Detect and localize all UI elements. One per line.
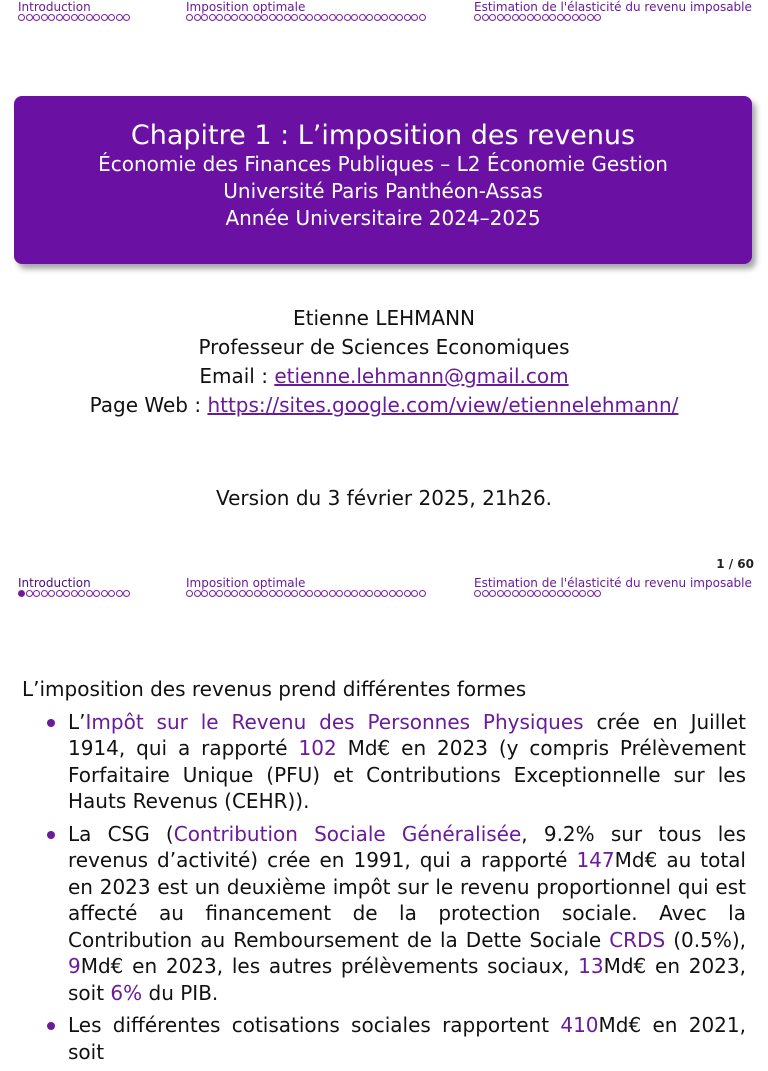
nav-frame-dot[interactable] [186, 14, 193, 21]
highlight-value: 102 [298, 736, 337, 760]
nav-frame-dot[interactable] [239, 14, 246, 21]
nav-frame-dot[interactable] [71, 590, 78, 597]
nav-frame-dot[interactable] [497, 14, 504, 21]
nav-frame-dot[interactable] [269, 14, 276, 21]
highlight-value: 9 [68, 954, 81, 978]
nav-frame-dot[interactable] [411, 14, 418, 21]
nav-frame-dot[interactable] [216, 14, 223, 21]
nav-frame-dot[interactable] [572, 14, 579, 21]
nav-frame-dot[interactable] [314, 590, 321, 597]
nav-frame-dot[interactable] [579, 14, 586, 21]
title-university: Université Paris Panthéon-Assas [223, 179, 543, 203]
nav-frame-dot[interactable] [33, 14, 40, 21]
nav-frame-dot[interactable] [572, 590, 579, 597]
nav-frame-dot[interactable] [41, 14, 48, 21]
text: du PIB. [142, 980, 219, 1005]
highlight-value: 13 [578, 954, 604, 978]
nav-frame-dot[interactable] [56, 590, 63, 597]
nav-frame-dot[interactable] [389, 14, 396, 21]
bullet-irpp [68, 709, 746, 815]
nav-frame-dot[interactable] [564, 590, 571, 597]
nav-frame-dot[interactable] [594, 590, 601, 597]
nav-frame-dot[interactable] [396, 14, 403, 21]
nav-introduction[interactable]: Introduction [18, 0, 91, 14]
nav-frame-dot[interactable] [26, 14, 33, 21]
highlight-value: 410 [560, 1013, 599, 1037]
nav-frame-dot[interactable] [209, 14, 216, 21]
nav-frame-dot[interactable] [474, 14, 481, 21]
nav-frame-dot[interactable] [18, 14, 25, 21]
nav-frame-dot[interactable] [254, 14, 261, 21]
page-number: 1 / 60 [716, 557, 754, 571]
text: Md€ en 2023, soit [68, 954, 746, 1005]
nav-frame-dot[interactable] [504, 14, 511, 21]
text: Md€ au total en 2023 est un deuxième impôt sur le revenu proportionnel qui est affecté au financement de la protection sociale. Avec la Contribution au Remboursement de la Dette Sociale [68, 848, 746, 952]
nav-frame-dot[interactable] [329, 590, 336, 597]
nav-frame-dot[interactable] [33, 590, 40, 597]
text: La CSG ( [68, 821, 174, 846]
nav-frame-dot[interactable] [587, 590, 594, 597]
nav-frame-dot[interactable] [231, 590, 238, 597]
nav-frame-dot[interactable] [336, 14, 343, 21]
highlight-crds: CRDS [609, 927, 666, 952]
text: Les différentes cotisations sociales rapportent [68, 1013, 561, 1037]
title-main: Chapitre 1 : L’imposition des revenus [130, 120, 636, 151]
email-link[interactable]: etienne.lehmann@gmail.com [274, 364, 569, 388]
nav-frame-dot[interactable] [41, 590, 48, 597]
nav-frame-dot[interactable] [224, 14, 231, 21]
nav-imposition-optimale[interactable]: Imposition optimale [186, 576, 306, 590]
nav-frame-dot[interactable] [419, 14, 426, 21]
nav-frame-dot[interactable] [101, 590, 108, 597]
nav-frame-dot[interactable] [194, 14, 201, 21]
author-block [0, 304, 768, 420]
nav-frame-dot[interactable] [108, 590, 115, 597]
nav-frame-dot[interactable] [261, 14, 268, 21]
nav-frame-dot[interactable] [366, 14, 373, 21]
nav-frame-dot[interactable] [63, 14, 70, 21]
nav-frame-dot[interactable] [261, 590, 268, 597]
nav-frame-dot[interactable] [579, 590, 586, 597]
nav-frame-dot[interactable] [344, 14, 351, 21]
nav-frame-dot[interactable] [239, 590, 246, 597]
bullet-cotisations [68, 1012, 746, 1065]
text: crée en Juillet 1914, qui a rapporté [68, 709, 746, 760]
nav-frame-dot[interactable] [489, 14, 496, 21]
nav-frame-dot[interactable] [374, 590, 381, 597]
nav-frame-dot[interactable] [194, 590, 201, 597]
version-date: Version du 3 février 2025, 21h26. [215, 486, 553, 510]
text: Md€ en 2023, les autres prélèvements sociaux, [80, 954, 579, 978]
nav-frame-dot[interactable] [411, 590, 418, 597]
nav-frame-dot[interactable] [116, 590, 123, 597]
title-course: Économie des Finances Publiques – L2 Économie Gestion [98, 152, 668, 176]
text: Md€ en 2021, soit [68, 1013, 746, 1064]
nav-frame-dot[interactable] [542, 590, 549, 597]
nav-frame-dot[interactable] [246, 590, 253, 597]
nav-frame-dot[interactable] [78, 590, 85, 597]
nav-frame-dot[interactable] [374, 14, 381, 21]
nav-frame-dot[interactable] [116, 14, 123, 21]
nav-frame-dot[interactable] [482, 14, 489, 21]
nav-frame-dot[interactable] [359, 590, 366, 597]
author-web-line [0, 391, 768, 420]
nav-frame-dot[interactable] [527, 14, 534, 21]
nav-frame-dot[interactable] [306, 590, 313, 597]
nav-estimation[interactable]: Estimation de l'élasticité du revenu imposable [474, 576, 752, 590]
web-label: Page Web : [89, 393, 208, 417]
intro-text: L’imposition des revenus prend différentes formes [22, 677, 527, 701]
nav-frame-dot[interactable] [336, 590, 343, 597]
title-year: Année Universitaire 2024–2025 [225, 206, 541, 230]
nav-dots-introduction[interactable] [18, 590, 131, 600]
highlight-irpp: Impôt sur le Revenu des Personnes Physiques [85, 709, 584, 734]
nav-dots-imposition[interactable] [186, 590, 426, 600]
nav-frame-dot[interactable] [231, 14, 238, 21]
nav-frame-dot[interactable] [93, 590, 100, 597]
nav-frame-dot[interactable] [291, 14, 298, 21]
title-block [14, 96, 752, 264]
nav-imposition-optimale[interactable]: Imposition optimale [186, 0, 306, 14]
nav-frame-dot[interactable] [389, 590, 396, 597]
nav-frame-dot[interactable] [186, 590, 193, 597]
author-position: Professeur de Sciences Economiques [198, 335, 570, 359]
nav-dots-estimation[interactable] [474, 14, 602, 24]
nav-frame-dot[interactable] [564, 14, 571, 21]
nav-frame-dot[interactable] [276, 590, 283, 597]
nav-frame-dot[interactable] [63, 590, 70, 597]
nav-frame-dot[interactable] [93, 14, 100, 21]
nav-frame-dot[interactable] [404, 14, 411, 21]
nav-frame-dot[interactable] [512, 590, 519, 597]
email-label: Email : [199, 364, 275, 388]
nav-frame-dot[interactable] [284, 14, 291, 21]
nav-frame-dot[interactable] [201, 590, 208, 597]
nav-frame-dot[interactable] [48, 14, 55, 21]
nav-frame-dot[interactable] [246, 14, 253, 21]
nav-frame-dot[interactable] [306, 14, 313, 21]
author-name: Etienne LEHMANN [292, 306, 476, 330]
bullet-csg [68, 821, 746, 1007]
nav-frame-dot[interactable] [56, 14, 63, 21]
nav-frame-dot[interactable] [276, 14, 283, 21]
highlight-value: 6% [110, 980, 143, 1005]
nav-frame-dot[interactable] [482, 590, 489, 597]
nav-frame-dot[interactable] [504, 590, 511, 597]
nav-introduction-active[interactable]: Introduction [18, 576, 91, 590]
bullet-list [22, 709, 746, 1066]
nav-estimation[interactable]: Estimation de l'élasticité du revenu imposable [474, 0, 752, 14]
highlight-csg: Contribution Sociale Généralisée [173, 821, 522, 846]
nav-dots-imposition[interactable] [186, 14, 426, 24]
nav-frame-dot[interactable] [474, 590, 481, 597]
slide1-nav [0, 0, 768, 30]
nav-frame-dot[interactable] [123, 590, 130, 597]
nav-frame-dot[interactable] [497, 590, 504, 597]
nav-frame-dot[interactable] [284, 590, 291, 597]
nav-frame-dot[interactable] [587, 14, 594, 21]
nav-frame-dot[interactable] [86, 14, 93, 21]
nav-frame-dot[interactable] [321, 14, 328, 21]
author-email-line [0, 362, 768, 391]
nav-frame-dot[interactable] [86, 590, 93, 597]
nav-frame-dot[interactable] [101, 14, 108, 21]
nav-frame-dot[interactable] [534, 590, 541, 597]
nav-frame-dot[interactable] [549, 590, 556, 597]
nav-frame-dot[interactable] [254, 590, 261, 597]
nav-frame-dot[interactable] [542, 14, 549, 21]
nav-frame-dot[interactable] [269, 590, 276, 597]
nav-frame-dot[interactable] [314, 14, 321, 21]
nav-frame-dot[interactable] [123, 14, 130, 21]
nav-frame-dot[interactable] [48, 590, 55, 597]
text: Md€ en 2023 (y compris Prélèvement Forfaitaire Unique (PFU) et Contributions Exceptionnelle sur les Hauts Revenus (CEHR)). [68, 736, 746, 813]
nav-dots-estimation[interactable] [474, 590, 602, 600]
nav-frame-dot[interactable] [594, 14, 601, 21]
nav-frame-dot[interactable] [344, 590, 351, 597]
nav-frame-dot[interactable] [71, 14, 78, 21]
nav-frame-dot[interactable] [549, 14, 556, 21]
nav-frame-dot[interactable] [299, 14, 306, 21]
nav-frame-dot[interactable] [216, 590, 223, 597]
nav-frame-dot[interactable] [419, 590, 426, 597]
nav-frame-dot[interactable] [527, 590, 534, 597]
nav-frame-dot[interactable] [381, 14, 388, 21]
nav-frame-dot[interactable] [299, 590, 306, 597]
nav-frame-dot[interactable] [351, 14, 358, 21]
nav-frame-dot[interactable] [519, 590, 526, 597]
nav-frame-dot[interactable] [26, 590, 33, 597]
nav-frame-dot[interactable] [359, 14, 366, 21]
nav-frame-dot[interactable] [78, 14, 85, 21]
nav-frame-dot[interactable] [201, 14, 208, 21]
nav-frame-dot[interactable] [321, 590, 328, 597]
slide2-content [22, 676, 746, 1071]
nav-frame-dot[interactable] [209, 590, 216, 597]
nav-frame-dot[interactable] [534, 14, 541, 21]
nav-frame-dot[interactable] [108, 14, 115, 21]
text: , 9.2% sur tous les revenus d’activité) crée en 1991, qui a rapporté [68, 821, 746, 872]
nav-frame-dot[interactable] [489, 590, 496, 597]
web-link[interactable]: https://sites.google.com/view/etiennelehmann/ [207, 393, 679, 417]
nav-frame-dot[interactable] [381, 590, 388, 597]
nav-frame-dot[interactable] [404, 590, 411, 597]
nav-frame-dot[interactable] [291, 590, 298, 597]
nav-frame-dot[interactable] [18, 590, 25, 597]
nav-frame-dot[interactable] [224, 590, 231, 597]
text: (0.5%), [665, 927, 746, 952]
nav-frame-dot[interactable] [329, 14, 336, 21]
highlight-value: 147 [576, 848, 615, 872]
nav-frame-dot[interactable] [396, 590, 403, 597]
nav-frame-dot[interactable] [557, 590, 564, 597]
slide2-nav [0, 576, 768, 606]
nav-frame-dot[interactable] [351, 590, 358, 597]
nav-frame-dot[interactable] [519, 14, 526, 21]
nav-dots-introduction[interactable] [18, 14, 131, 24]
nav-frame-dot[interactable] [512, 14, 519, 21]
nav-frame-dot[interactable] [366, 590, 373, 597]
nav-frame-dot[interactable] [557, 14, 564, 21]
text: L’ [68, 709, 86, 734]
